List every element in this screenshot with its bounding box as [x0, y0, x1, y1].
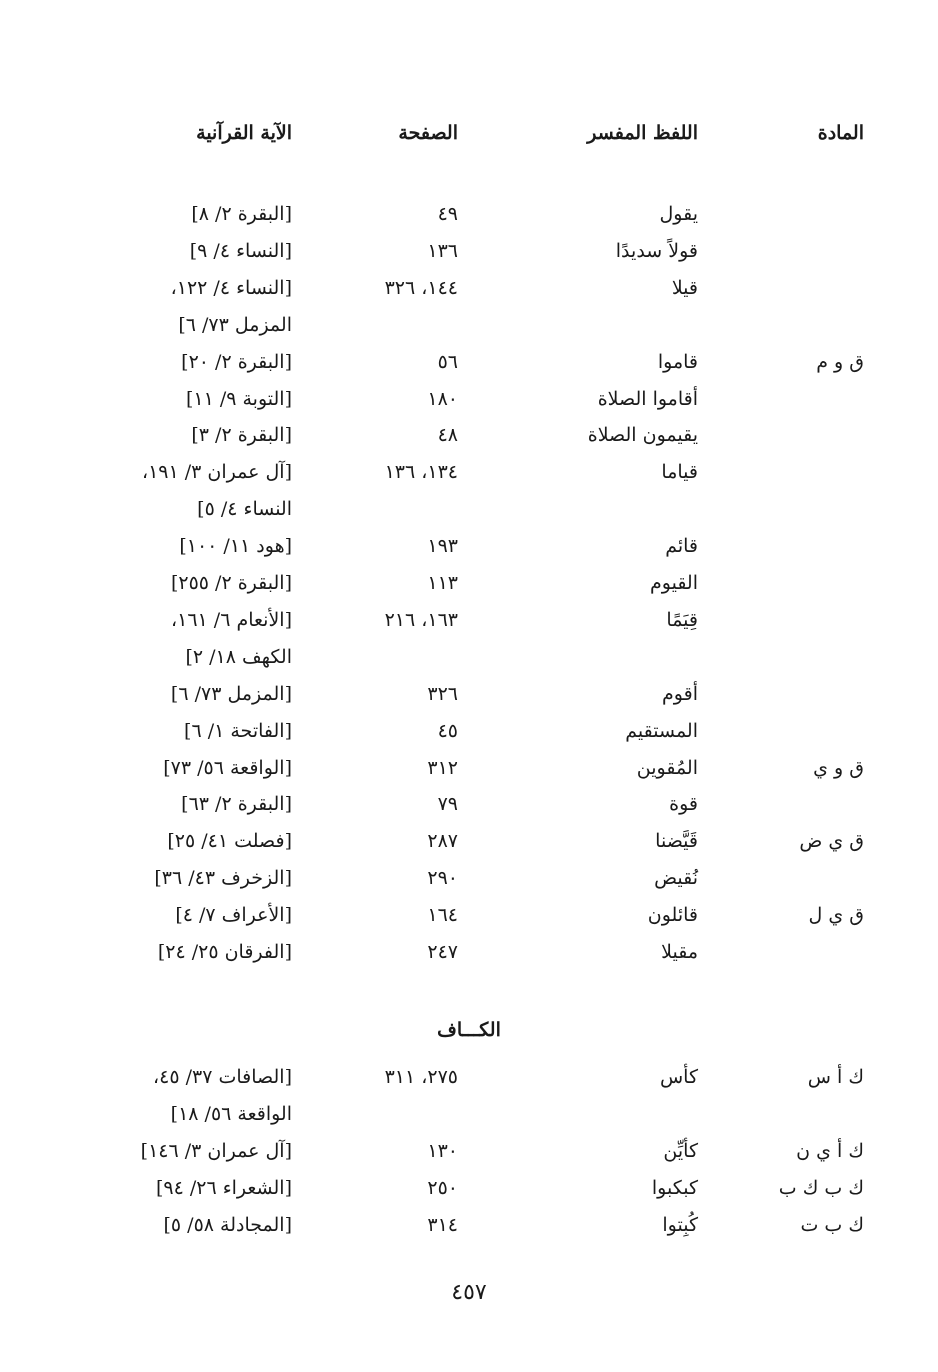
cell-root: [754, 529, 864, 563]
cell-page: ٢٨٧: [427, 830, 458, 853]
cell-verse: [هود ١١/ ١٠٠]: [179, 535, 292, 558]
cell-word: نُقيض: [654, 867, 698, 890]
cell-word: كُبِتوا: [662, 1213, 698, 1236]
cell-root: ق و ي: [813, 756, 864, 779]
cell-page: [318, 308, 458, 342]
table-row: [0, 492, 938, 526]
table-row: [0, 1134, 938, 1168]
cell-word: القيوم: [650, 572, 698, 594]
cell-verse: [الأنعام ٦/ ١٦١،: [170, 608, 292, 631]
cell-page: ٢٤٧: [427, 941, 458, 963]
cell-word: المُقوين: [636, 756, 698, 779]
cell-verse: [الأعراف ٧/ ٤]: [175, 904, 292, 927]
header-verse: الآية القرآنية: [196, 122, 292, 144]
cell-root: ق ي ض: [799, 830, 864, 853]
cell-verse: [البقرة ٢/ ٦٣]: [181, 793, 292, 816]
cell-root: [754, 308, 864, 342]
cell-root: [754, 861, 864, 895]
cell-verse: المزمل ٧٣/ ٦]: [178, 313, 292, 336]
cell-root: [754, 418, 864, 452]
cell-page: ٢٩٠: [427, 867, 458, 890]
cell-page: ١٣٦: [427, 239, 458, 262]
page-number: ٤٥٧: [451, 1280, 487, 1305]
cell-word: [488, 492, 698, 526]
cell-root: [754, 1097, 864, 1131]
cell-root: [754, 603, 864, 637]
table-row: [0, 1097, 938, 1131]
cell-word: [488, 640, 698, 674]
cell-word: كأيِّن: [663, 1139, 698, 1162]
table-row: [0, 935, 938, 969]
cell-root: [754, 677, 864, 711]
cell-root: ق ي ل: [808, 904, 864, 927]
cell-page: ٤٨: [437, 424, 458, 447]
cell-root: [754, 714, 864, 748]
cell-verse: [التوبة ٩/ ١١]: [185, 387, 292, 410]
cell-word: مقيلا: [661, 941, 698, 963]
cell-root: [754, 455, 864, 489]
cell-page: ٥٦: [437, 350, 458, 373]
cell-verse: [البقرة ٢/ ٢٠]: [181, 350, 292, 373]
cell-word: كبكبوا: [651, 1176, 698, 1199]
table-row: [0, 308, 938, 342]
cell-root: ك ب ك ب: [778, 1176, 864, 1199]
cell-page: ١٦٤: [427, 904, 458, 927]
table-row: [0, 751, 938, 785]
table-row: [0, 824, 938, 858]
cell-word: قوة: [669, 793, 698, 816]
cell-page: ١١٣: [427, 572, 458, 594]
table-row: [0, 197, 938, 231]
cell-page: [318, 492, 458, 526]
table-row: [0, 640, 938, 674]
cell-verse: [المجادلة ٥٨/ ٥]: [163, 1213, 292, 1236]
table-row: [0, 1171, 938, 1205]
cell-page: ١٨٠: [427, 387, 458, 410]
table-row: [0, 566, 938, 600]
cell-page: ٤٩: [437, 203, 458, 225]
cell-page: ٧٩: [437, 793, 458, 816]
cell-root: ك أ ي ن: [796, 1139, 864, 1162]
cell-verse: [الزخرف ٤٣/ ٣٦]: [154, 867, 292, 890]
cell-word: المستقيم: [625, 719, 698, 742]
table-row: [0, 787, 938, 821]
cell-root: [754, 935, 864, 969]
table-row: [0, 234, 938, 268]
cell-root: ق و م: [816, 350, 864, 373]
cell-verse: [الشعراء ٢٦/ ٩٤]: [155, 1176, 292, 1199]
cell-page: [318, 1097, 458, 1131]
cell-page: ٢٧٥، ٣١١: [384, 1066, 458, 1088]
cell-word: [488, 1097, 698, 1131]
cell-verse: [البقرة ٢/ ٢٥٥]: [170, 572, 292, 594]
table-row: [0, 271, 938, 305]
table-row: [0, 861, 938, 895]
cell-page: ١٣٤، ١٣٦: [384, 461, 458, 484]
cell-word: قِيَمًا: [666, 608, 698, 631]
cell-page: ١٦٣، ٢١٦: [384, 608, 458, 631]
cell-root: [754, 382, 864, 416]
header-word: اللفظ المفسر: [587, 122, 698, 144]
cell-word: [488, 308, 698, 342]
cell-verse: الكهف ١٨/ ٢]: [185, 645, 292, 668]
cell-word: قولاً سديدًا: [615, 239, 698, 262]
cell-verse: [النساء ٤/ ٩]: [189, 239, 292, 262]
cell-page: ١٣٠: [427, 1139, 458, 1162]
cell-verse: [الصافات ٣٧/ ٤٥،: [153, 1066, 292, 1088]
cell-verse: [المزمل ٧٣/ ٦]: [170, 682, 292, 705]
cell-verse: [النساء ٤/ ١٢٢،: [170, 276, 292, 299]
cell-root: ك ب ت: [800, 1213, 864, 1236]
header-page: الصفحة: [398, 122, 458, 144]
cell-word: كأس: [659, 1066, 698, 1088]
cell-verse: [الواقعة ٥٦/ ٧٣]: [163, 756, 292, 779]
cell-page: ٣١٤: [427, 1213, 458, 1236]
cell-word: أقوم: [662, 682, 698, 705]
cell-verse: [فصلت ٤١/ ٢٥]: [167, 830, 292, 853]
cell-word: أقاموا الصلاة: [597, 387, 698, 410]
cell-root: [754, 492, 864, 526]
cell-root: [754, 640, 864, 674]
cell-verse: [البقرة ٢/ ٣]: [191, 424, 292, 447]
table-row: [0, 677, 938, 711]
cell-root: [754, 197, 864, 231]
table-row: [0, 1060, 938, 1094]
cell-verse: [آل عمران ٣/ ١٩١،: [141, 461, 292, 484]
cell-word: يقول: [659, 203, 698, 225]
header-root: المادة: [817, 122, 864, 144]
cell-word: يقيمون الصلاة: [587, 424, 698, 447]
cell-word: قيلا: [671, 276, 698, 299]
table-row: [0, 714, 938, 748]
table-row: [0, 345, 938, 379]
cell-word: قائم: [665, 535, 698, 558]
cell-verse: [آل عمران ٣/ ١٤٦]: [140, 1139, 292, 1162]
table-row: [0, 529, 938, 563]
cell-root: [754, 787, 864, 821]
section-title: الكـــاف: [437, 1019, 501, 1041]
cell-verse: [الفاتحة ١/ ٦]: [184, 719, 292, 742]
cell-verse: النساء ٤/ ٥]: [197, 498, 292, 521]
table-row: [0, 603, 938, 637]
cell-verse: [الفرقان ٢٥/ ٢٤]: [157, 941, 292, 963]
cell-page: ١٩٣: [427, 535, 458, 558]
cell-page: ٣٢٦: [427, 682, 458, 705]
cell-page: ٣١٢: [427, 756, 458, 779]
cell-verse: [البقرة ٢/ ٨]: [191, 203, 292, 225]
cell-verse: الواقعة ٥٦/ ١٨]: [170, 1102, 292, 1125]
table-row: [0, 455, 938, 489]
cell-page: ١٤٤، ٣٢٦: [384, 276, 458, 299]
cell-page: ٤٥: [437, 719, 458, 742]
cell-word: قياما: [661, 461, 698, 484]
cell-root: [754, 271, 864, 305]
table-row: [0, 382, 938, 416]
table-row: [0, 418, 938, 452]
cell-word: قائلون: [647, 904, 698, 927]
table-row: [0, 898, 938, 932]
cell-page: ٢٥٠: [427, 1176, 458, 1199]
cell-page: [318, 640, 458, 674]
cell-root: [754, 234, 864, 268]
cell-root: ك أ س: [807, 1066, 864, 1088]
table-header: [0, 116, 938, 150]
cell-word: قَيَّضنا: [655, 830, 698, 853]
cell-word: قاموا: [657, 350, 698, 373]
table-row: [0, 1208, 938, 1242]
cell-root: [754, 566, 864, 600]
